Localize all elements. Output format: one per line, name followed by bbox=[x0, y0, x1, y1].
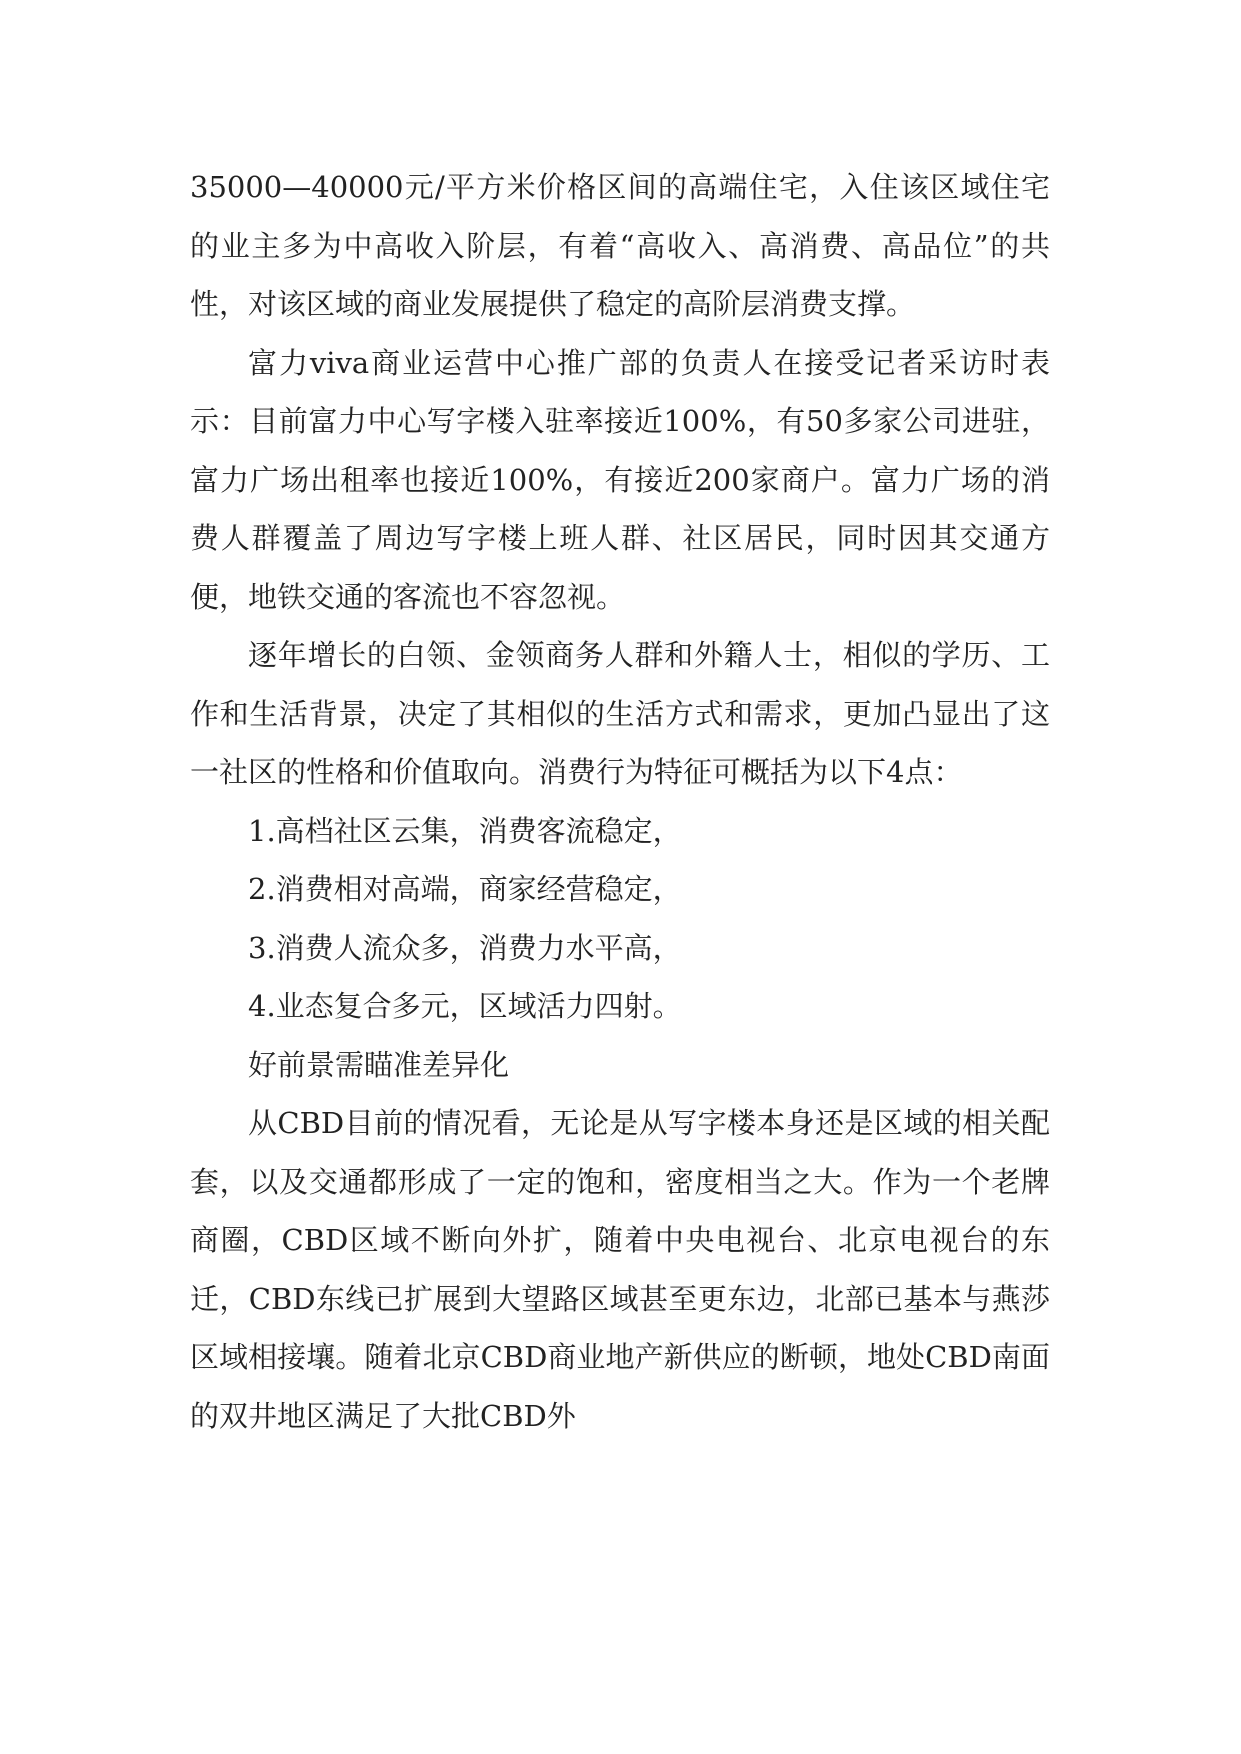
list-item-1: 1.高档社区云集，消费客流稳定， bbox=[248, 813, 682, 848]
list-item-4: 4.业态复合多元，区域活力四射。 bbox=[248, 989, 682, 1023]
document-body bbox=[190, 158, 1050, 1445]
paragraph-cbd-situation: 从CBD目前的情况看，无论是从写字楼本身还是区域的相关配套，以及交通都形成了一定的饱和，密度相当之大。作为一个老牌商圈，CBD区域不断向外扩，随着中央电视台、北京电视台的东迁，CBD东线已扩展到大望路区域甚至更东边，北部已基本与燕莎区域相接壤。随着北京CBD商业地产新供应的断顿，地处CBD南面的双井地区满足了大批CBD外 bbox=[190, 1106, 1050, 1433]
section-subheading: 好前景需瞄准差异化 bbox=[248, 1047, 510, 1082]
paragraph-fuli-viva: 富力viva商业运营中心推广部的负责人在接受记者采访时表示：目前富力中心写字楼入驻率接近100%，有50多家公司进驻，富力广场出租率也接近100%，有接近200家商户。富力广场的消费人群覆盖了周边写字楼上班人群、社区居民，同时因其交通方便，地铁交通的客流也不容忽视。 bbox=[190, 345, 1050, 614]
paragraph-consumer-groups: 逐年增长的白领、金领商务人群和外籍人士，相似的学历、工作和生活背景，决定了其相似的生活方式和需求，更加凸显出了这一社区的性格和价值取向。消费行为特征可概括为以下4点： bbox=[190, 638, 1050, 789]
paragraph-residential-continuation: 35000—40000元/平方米价格区间的高端住宅，入住该区域住宅的业主多为中高收入阶层，有着“高收入、高消费、高品位”的共性，对该区域的商业发展提供了稳定的高阶层消费支撑。 bbox=[190, 170, 1050, 321]
list-item-2: 2.消费相对高端，商家经营稳定， bbox=[248, 872, 682, 906]
list-item-3: 3.消费人流众多，消费力水平高， bbox=[248, 930, 682, 965]
